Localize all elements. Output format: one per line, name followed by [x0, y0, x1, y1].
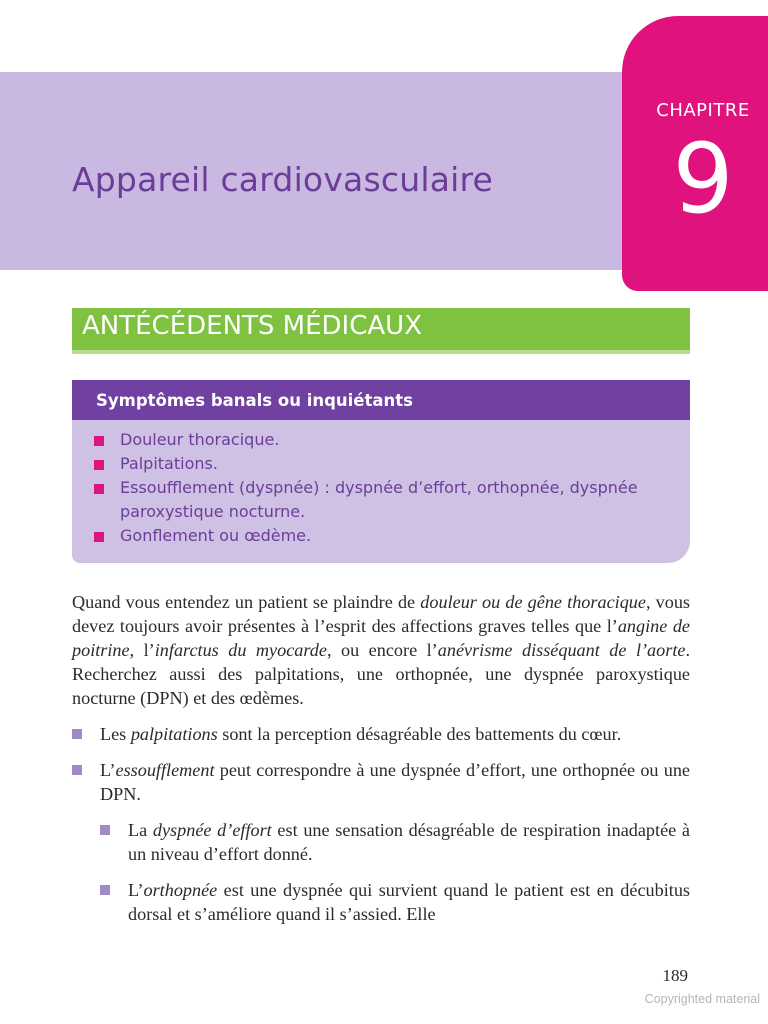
section-title: ANTÉCÉDENTS MÉDICAUX [82, 311, 423, 341]
list-item: Douleur thoracique. [72, 428, 690, 452]
list-item: Palpitations. [72, 452, 690, 476]
chapter-number: 9 [672, 123, 734, 235]
chapter-label: CHAPITRE [656, 100, 750, 121]
bullet-essoufflement: L’essoufflement peut correspondre à une dyspnée d’effort, une orthopnée ou une DPN. [72, 758, 690, 806]
chapter-title: Appareil cardiovasculaire [72, 160, 494, 199]
bullet-palpitations: Les palpitations sont la perception désagréable des battements du cœur. [72, 722, 690, 746]
square-bullet-icon [100, 825, 110, 835]
square-bullet-icon [72, 729, 82, 739]
square-bullet-icon [94, 484, 104, 494]
square-bullet-icon [94, 460, 104, 470]
square-bullet-icon [100, 885, 110, 895]
square-bullet-icon [94, 436, 104, 446]
page-number: 189 [662, 966, 688, 985]
sub-bullet-dyspnee-effort: La dyspnée d’effort est une sensation désagréable de respiration inadaptée à un niveau d’effort donné. [72, 818, 690, 866]
square-bullet-icon [94, 532, 104, 542]
symptoms-list [72, 428, 690, 548]
list-item: Essoufflement (dyspnée) : dyspnée d’effort, orthopnée, dyspnée paroxystique nocturne. [72, 476, 690, 524]
copyright-notice: Copyrighted material [644, 992, 760, 1006]
intro-paragraph: Quand vous entendez un patient se plaindre de douleur ou de gêne thoracique, vous devez toujours avoir présentes à l’esprit des affections graves telles que l’angine de poitrine, l’infarctus du myocarde, ou encore l’anévrisme disséquant de l’aorte. Recherchez aussi des palpitations, une orthopnée, une dyspnée paroxystique nocturne (DPN) et des œdèmes. [72, 592, 691, 708]
square-bullet-icon [72, 765, 82, 775]
body-text [72, 590, 690, 926]
list-item: Gonflement ou œdème. [72, 524, 690, 548]
symptoms-box [72, 380, 690, 563]
symptoms-box-header: Symptômes banals ou inquiétants [72, 380, 690, 420]
section-header [72, 308, 690, 354]
sub-bullet-orthopnee: L’orthopnée est une dyspnée qui survient quand le patient est en décubitus dorsal et s’améliore quand il s’assied. Elle [72, 878, 690, 926]
